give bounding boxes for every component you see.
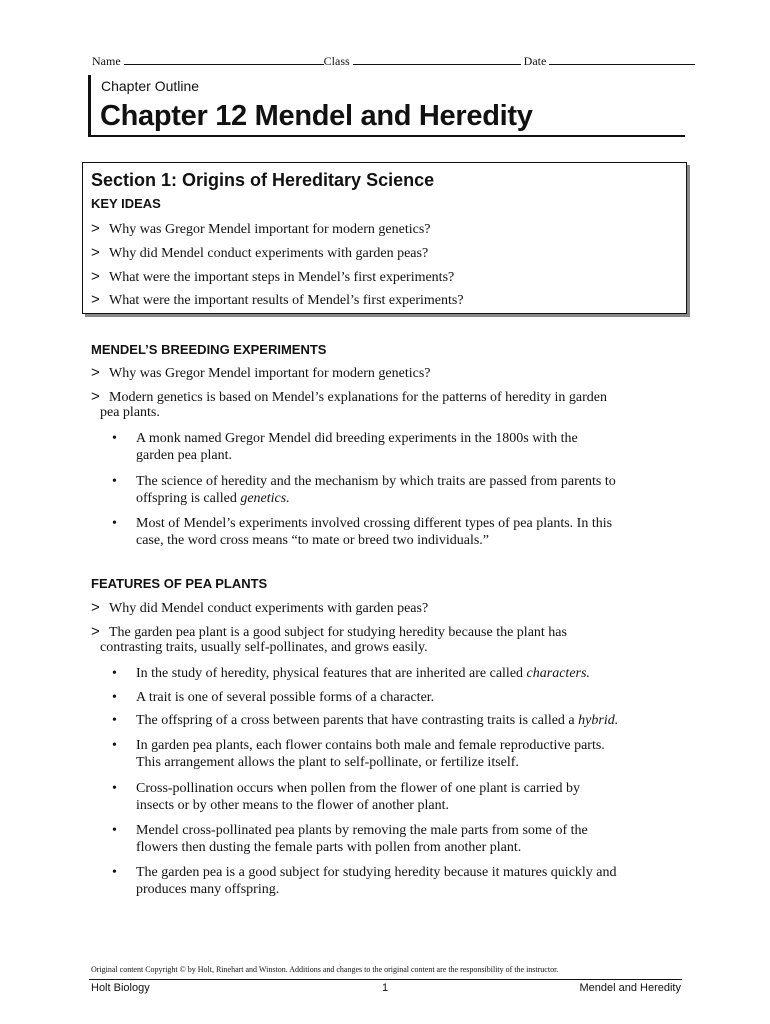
page-number: 1 — [382, 982, 389, 994]
name-class-date-line — [92, 54, 695, 69]
bullet-item: • A trait is one of several possible forms of a character. — [112, 690, 435, 705]
chapter-title: Chapter 12 Mendel and Heredity — [100, 100, 533, 132]
class-blank[interactable] — [353, 54, 521, 65]
bullet-icon: • — [112, 865, 117, 880]
bullet-icon: • — [112, 666, 117, 681]
arrow-icon: > — [91, 244, 100, 261]
copyright-notice: Original content Copyright © by Holt, Rinehart and Winston. Additions and changes to the original content are the responsibility of the instructor. — [91, 965, 559, 974]
features-question: > Why did Mendel conduct experiments with garden peas? — [91, 599, 429, 616]
key-idea-item: > Why did Mendel conduct experiments with garden peas? — [91, 244, 429, 261]
name-blank[interactable] — [124, 54, 324, 65]
section-1-title: Section 1: Origins of Hereditary Science — [91, 170, 435, 190]
bullet-icon: • — [112, 738, 117, 753]
bullet-item: • Cross-pollination occurs when pollen from the flower of one plant is carried by insects or by other means to the flower of another plant. — [112, 781, 580, 813]
features-heading: FEATURES OF PEA PLANTS — [91, 576, 268, 591]
bullet-item: • The garden pea is a good subject for studying heredity because it matures quickly and produces many offspring. — [112, 865, 617, 897]
arrow-icon: > — [91, 364, 100, 381]
bullet-icon: • — [112, 690, 117, 705]
bullet-icon: • — [112, 431, 117, 446]
term-characters: characters. — [526, 666, 590, 681]
bullet-item: • In garden pea plants, each flower contains both male and female reproductive parts. This arrangement allows the plant to self-pollinate, or fertilize itself. — [112, 738, 605, 770]
arrow-icon: > — [91, 623, 100, 640]
footer-book-title: Holt Biology — [91, 982, 150, 994]
bullet-icon: • — [112, 516, 117, 531]
footer-chapter-name: Mendel and Heredity — [579, 982, 681, 994]
bullet-item: • A monk named Gregor Mendel did breeding experiments in the 1800s with the garden pea plant. — [112, 431, 578, 463]
term-genetics: genetics. — [240, 491, 290, 506]
features-answer: > The garden pea plant is a good subject for studying heredity because the plant has — [91, 623, 567, 640]
key-idea-item: > Why was Gregor Mendel important for modern genetics? — [91, 220, 431, 237]
features-answer-cont: contrasting traits, usually self-pollinates, and grows easily. — [100, 640, 428, 655]
bullet-icon: • — [112, 781, 117, 796]
date-label: Date — [523, 54, 547, 68]
arrow-icon: > — [91, 291, 100, 308]
breeding-question: > Why was Gregor Mendel important for modern genetics? — [91, 364, 431, 381]
bullet-icon: • — [112, 474, 117, 489]
bullet-icon: • — [112, 713, 117, 728]
arrow-icon: > — [91, 388, 100, 405]
bullet-item: • The offspring of a cross between parents that have contrasting traits is called a hybrid. — [112, 713, 619, 728]
bullet-item: • The science of heredity and the mechanism by which traits are passed from parents to offspring is called genetics. — [112, 474, 616, 506]
date-blank[interactable] — [549, 54, 695, 65]
key-idea-item: > What were the important results of Mendel’s first experiments? — [91, 291, 464, 308]
name-label: Name — [92, 54, 121, 68]
bullet-item: • Most of Mendel’s experiments involved crossing different types of pea plants. In this case, the word cross means “to mate or breed two individuals.” — [112, 516, 613, 548]
arrow-icon: > — [91, 599, 100, 616]
class-label: Class — [323, 54, 350, 68]
chapter-outline-label: Chapter Outline — [101, 78, 200, 94]
bullet-item: • In the study of heredity, physical features that are inherited are called characters. — [112, 666, 590, 681]
arrow-icon: > — [91, 220, 100, 237]
term-hybrid: hybrid. — [578, 713, 619, 728]
breeding-answer-cont: pea plants. — [100, 405, 160, 420]
breeding-experiments-heading: MENDEL’S BREEDING EXPERIMENTS — [91, 342, 327, 357]
breeding-answer: > Modern genetics is based on Mendel’s explanations for the patterns of heredity in garden — [91, 388, 608, 405]
bullet-icon: • — [112, 823, 117, 838]
arrow-icon: > — [91, 268, 100, 285]
bullet-item: • Mendel cross-pollinated pea plants by removing the male parts from some of the flowers then dusting the female parts with pollen from another plant. — [112, 823, 588, 855]
key-ideas-label: KEY IDEAS — [91, 196, 161, 211]
key-idea-item: > What were the important steps in Mendel’s first experiments? — [91, 268, 455, 285]
footer-divider — [89, 979, 682, 980]
